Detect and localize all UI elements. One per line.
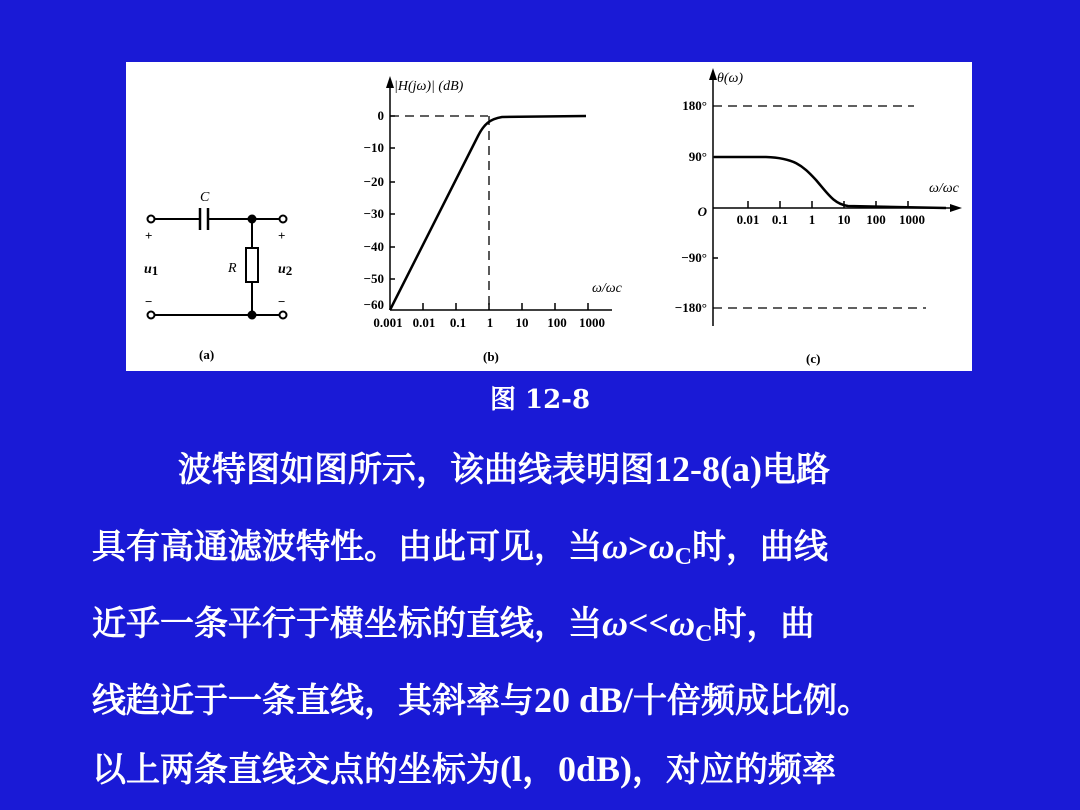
- input-voltage-label: u1: [144, 262, 159, 278]
- ll-symbol: <<: [628, 603, 670, 643]
- y-tick: −10: [363, 140, 384, 155]
- text-line-3: [92, 596, 1080, 648]
- subscript-c: C: [695, 621, 713, 647]
- text-line-1: [178, 442, 1080, 491]
- x-tick: 10: [515, 315, 529, 330]
- text-segment: 电路: [761, 450, 830, 490]
- y-tick: −20: [363, 174, 384, 189]
- output-minus: −: [278, 294, 286, 309]
- omega-symbol: ω: [602, 526, 629, 566]
- y-tick: 90°: [688, 149, 707, 164]
- text-segment: 以上两条直线交点的坐标为: [92, 750, 500, 790]
- node-top: [249, 216, 256, 223]
- text-line-2: [92, 519, 1080, 571]
- output-terminal-top: [280, 216, 287, 223]
- text-segment: ，对应的频率: [632, 750, 837, 790]
- x-tick: 1: [808, 212, 816, 227]
- figure-caption: 图 12-8: [489, 385, 591, 415]
- capacitor-label: C: [200, 190, 210, 205]
- x-tick: 100: [547, 315, 567, 330]
- phase-y-label: θ(ω): [717, 71, 744, 86]
- x-tick: 0.1: [449, 315, 467, 330]
- bode-figure-svg: [126, 62, 972, 371]
- x-tick: 100: [866, 212, 886, 227]
- phase-x-ticks: [737, 212, 925, 227]
- text-segment: 线趋近于一条直线，其斜率与: [92, 681, 534, 721]
- text-segment: 20 dB/: [534, 680, 634, 720]
- x-tick: 0.1: [771, 212, 789, 227]
- gt-symbol: >: [628, 526, 649, 566]
- input-terminal-bottom: [148, 312, 155, 319]
- panel-c-label: (c): [806, 351, 821, 366]
- subscript-c: C: [674, 544, 692, 570]
- text-segment: 十倍频成比例。: [633, 681, 872, 721]
- magnitude-x-ticks: [373, 315, 605, 330]
- y-tick: 180°: [682, 98, 707, 113]
- resistor: [246, 248, 258, 282]
- omega-symbol: ω: [669, 603, 696, 643]
- magnitude-curve: [390, 116, 586, 310]
- text-line-5: [92, 741, 1080, 792]
- y-tick: −50: [363, 271, 384, 286]
- x-tick: 1000: [579, 315, 605, 330]
- magnitude-x-label: ω/ωc: [592, 281, 622, 296]
- y-tick: 0: [377, 108, 384, 123]
- panel-b-label: (b): [483, 349, 499, 364]
- resistor-label: R: [228, 261, 237, 276]
- output-plus: +: [278, 228, 286, 243]
- text-segment: 时，曲线: [691, 527, 828, 567]
- output-voltage-label: u2: [278, 262, 293, 278]
- text-segment: (l，0dB): [500, 749, 633, 789]
- text-segment: 近乎一条平行于横坐标的直线，当: [92, 604, 602, 644]
- omega-symbol: ω: [648, 526, 675, 566]
- text-segment: 具有高通滤波特性。由此可见，当: [92, 527, 602, 567]
- phase-curve: [714, 157, 946, 208]
- phase-x-label: ω/ωc: [929, 181, 959, 196]
- phase-y-ticks: [675, 98, 708, 315]
- output-terminal-bottom: [280, 312, 287, 319]
- node-bottom: [249, 312, 256, 319]
- x-tick: 0.01: [412, 315, 436, 330]
- rc-circuit: [148, 208, 287, 319]
- x-tick: 0.01: [736, 212, 760, 227]
- text-segment: 12-8(a): [654, 449, 762, 489]
- y-tick: −90°: [681, 250, 707, 265]
- magnitude-y-ticks: [364, 108, 384, 312]
- y-tick: −30: [363, 206, 384, 221]
- x-tick: 1: [486, 315, 494, 330]
- x-tick: 10: [837, 212, 851, 227]
- text-segment: 波特图如图所示，该曲线表明图: [178, 450, 654, 490]
- input-minus: −: [145, 294, 153, 309]
- input-plus: +: [145, 228, 153, 243]
- omega-symbol: ω: [602, 603, 629, 643]
- phase-axes: [709, 68, 962, 326]
- text-segment: 时，曲: [712, 604, 815, 644]
- input-terminal-top: [148, 216, 155, 223]
- y-tick: −180°: [674, 300, 707, 315]
- text-line-4: [92, 673, 1080, 722]
- y-tick: −60: [363, 297, 384, 312]
- y-tick: −40: [363, 239, 384, 254]
- panel-a-label: (a): [199, 347, 215, 362]
- x-tick: 1000: [899, 212, 925, 227]
- magnitude-axes: [386, 76, 612, 310]
- origin-label: O: [697, 204, 707, 219]
- x-tick: 0.001: [373, 315, 403, 330]
- figure-12-8: [126, 62, 972, 371]
- magnitude-y-label: |H(jω)| (dB): [394, 79, 464, 94]
